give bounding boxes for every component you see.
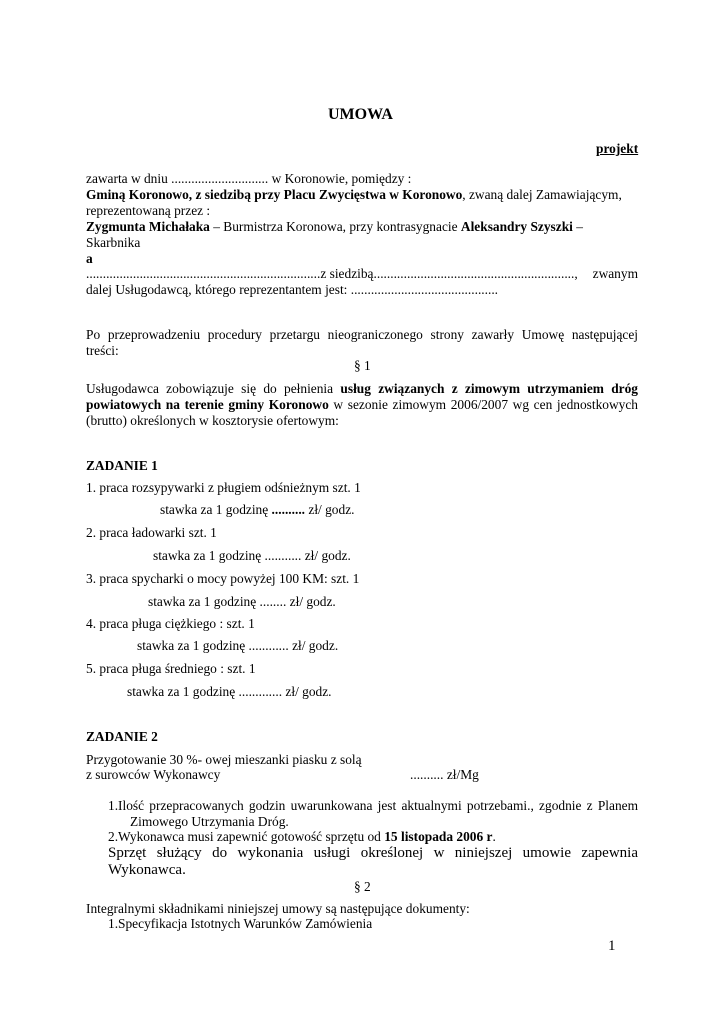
note-2-date: 15 listopada 2006 r <box>384 829 493 844</box>
zad1-item-5: 5. praca pługa średniego : szt. 1 <box>86 661 256 676</box>
representative-name: Zygmunta Michałaka <box>86 219 210 234</box>
zad1-item-5-rate: stawka za 1 godzinę ............. zł/ godz. <box>127 684 332 699</box>
para2-area: powiatowych na terenie gminy Koronowo <box>86 397 329 412</box>
intro-line-7: ......................................................................z siedzibą............................................................, zwanym <box>86 266 638 281</box>
document-title: UMOWA <box>328 106 393 123</box>
para1-line-2: treści: <box>86 343 119 358</box>
zad2-price: .......... zł/Mg <box>410 767 479 782</box>
zadanie-2-heading: ZADANIE 2 <box>86 729 158 744</box>
zad1-item-2: 2. praca ładowarki szt. 1 <box>86 525 217 540</box>
zad1-item-2-rate: stawka za 1 godzinę ........... zł/ godz. <box>153 548 351 563</box>
projekt-label: projekt <box>596 141 639 156</box>
representative-role: – Burmistrza Koronowa, przy kontrasygnacie <box>209 219 461 234</box>
zad1-item-1-rate <box>160 502 355 518</box>
zad2-line-1: Przygotowanie 30 %- owej mieszanki piasku z solą <box>86 752 362 767</box>
para2-text: Usługodawca zobowiązuje się do pełnienia <box>86 381 341 396</box>
section-1-mark: § 1 <box>354 358 371 373</box>
intro-line-4 <box>86 219 583 235</box>
zad1-item-3-rate: stawka za 1 godzinę ........ zł/ godz. <box>148 594 336 609</box>
section-2-mark: § 2 <box>354 879 371 894</box>
rate-label: stawka za 1 godzinę <box>160 502 272 517</box>
zad1-item-4-rate: stawka za 1 godzinę ............ zł/ godz. <box>137 638 339 653</box>
note-2-end: . <box>492 829 496 844</box>
intro-line-1: zawarta w dniu ............................. w Koronowie, pomiędzy : <box>86 171 412 186</box>
zad2-line-2: z surowców Wykonawcy <box>86 767 221 782</box>
zadanie-1-heading: ZADANIE 1 <box>86 458 158 473</box>
party-1-role: , zwaną dalej Zamawiającym, <box>462 187 622 202</box>
note-2-text: 2.Wykonawca musi zapewnić gotowość sprzętu od <box>108 829 385 844</box>
intro-line-2 <box>86 187 622 203</box>
intro-line-3: reprezentowaną przez : <box>86 203 211 218</box>
party-1-name: Gminą Koronowo, z siedzibą przy Placu Zwycięstwa w Koronowo <box>86 187 463 202</box>
note-1-line-2: Zimowego Utrzymania Dróg. <box>130 814 289 829</box>
para2-line-1 <box>86 381 638 397</box>
zad1-item-1: 1. praca rozsypywarki z pługiem odśnieżnym szt. 1 <box>86 480 361 495</box>
integral-line-2: 1.Specyfikacja Istotnych Warunków Zamówienia <box>108 916 373 931</box>
intro-line-8: dalej Usługodawcą, którego reprezentantem jest: ............................................ <box>86 282 499 297</box>
page-number: 1 <box>608 938 616 954</box>
rate-unit: zł/ godz. <box>305 502 355 517</box>
zad1-item-4: 4. praca pługa ciężkiego : szt. 1 <box>86 616 255 631</box>
note-3-line-2: Wykonawca. <box>108 862 186 878</box>
intro-line-6: a <box>86 251 93 266</box>
integral-line-1: Integralnymi składnikami niniejszej umowy są następujące dokumenty: <box>86 901 470 916</box>
countersignatory-name: Aleksandry Szyszki <box>460 219 573 234</box>
note-1-line-1: 1.Ilość przepracowanych godzin uwarunkowana jest aktualnymi potrzebami., zgodnie z Planem <box>108 798 638 813</box>
contractor-label: zwanym <box>592 266 638 281</box>
rate-blank: .......... <box>271 502 306 517</box>
intro-line-5: Skarbnika <box>86 235 141 250</box>
contractor-blank: ......................................................................z siedzibą............................................................ <box>86 266 575 281</box>
note-2 <box>108 829 496 845</box>
para2-season: w sezonie zimowym 2006/2007 wg cen jednostkowych <box>328 397 638 412</box>
para2-service: usług związanych z zimowym utrzymaniem dróg <box>340 381 638 396</box>
para2-line-3: (brutto) określonych w kosztorysie ofertowym: <box>86 413 339 428</box>
note-3-line-1: Sprzęt służący do wykonania usługi określonej w niniejszej umowie zapewnia <box>108 845 638 861</box>
para2-line-2 <box>86 397 638 413</box>
para1-line-1: Po przeprowadzeniu procedury przetargu nieograniczonego strony zawarły Umowę następującej <box>86 327 638 342</box>
dash: – <box>572 219 583 234</box>
zad1-item-3: 3. praca spycharki o mocy powyżej 100 KM: szt. 1 <box>86 571 360 586</box>
